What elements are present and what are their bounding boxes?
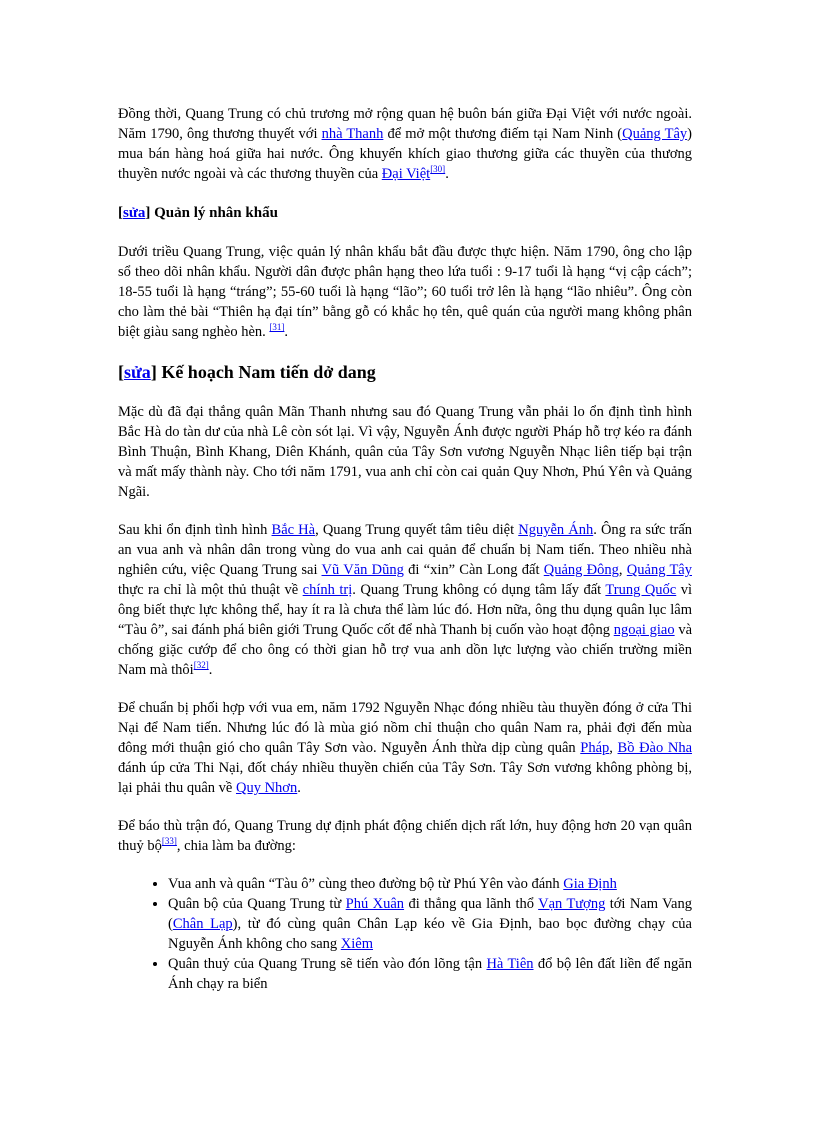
link-chinh-tri[interactable]: chính trị — [302, 582, 353, 598]
link-dai-viet[interactable]: Đại Việt — [381, 166, 431, 182]
paragraph-trade: Đồng thời, Quang Trung có chủ trương mở rộng quan hệ buôn bán giữa Đại Việt với nước ngoài. Năm 1790, ông thương thuyết với nhà Thanh để mở một thương điếm tại Nam Ninh (Quảng Tây) mua bán hàng hoá giữa hai nước. Ông khuyến khích giao thương giữa các thuyền của thương thuyền nước ngoài và các thương thuyền của Đại Việt[30]. — [118, 106, 692, 182]
paragraph-revenge: Để báo thù trận đó, Quang Trung dự định phát động chiến dịch rất lớn, huy động hơn 20 vạn quân thuỷ bộ[33], chia làm ba đường: — [118, 818, 692, 854]
link-quang-tay-2[interactable]: Quảng Tây — [626, 562, 692, 578]
edit-link-census[interactable]: sửa — [123, 205, 146, 221]
ref-33[interactable]: [33] — [161, 836, 177, 847]
link-trung-quoc[interactable]: Trung Quốc — [605, 582, 677, 598]
paragraph-plan: Sau khi ổn định tình hình Bắc Hà, Quang Trung quyết tâm tiêu diệt Nguyễn Ánh. Ông ra sức trấn an vua anh và nhân dân trong vùng do vua anh cai quản để chuẩn bị Nam tiến. Theo nhiều nhà nghiên cứu, việc Quang Trung sai Vũ Văn Dũng đi “xin” Càn Long đất Quảng Đông, Quảng Tây thực ra chỉ là một thủ thuật về chính trị. Quang Trung không có dụng tâm lấy đất Trung Quốc vì ông biết thực lực không thể, hay ít ra là chưa thể làm lúc đó. Hơn nữa, ông thu dụng quân lục lâm “Tàu ô”, sai đánh phá biên giới Trung Quốc cốt để nhà Thanh bị cuốn vào hoạt động ngoại giao và chống giặc cướp để cho ông có thời gian hỗ trợ vua anh dồn lực lượng vào chiến trường miền Nam mà thôi[32]. — [118, 522, 693, 678]
ref-30[interactable]: [30] — [430, 164, 446, 175]
paragraph-thi-nai: Để chuẩn bị phối hợp với vua em, năm 1792 Nguyễn Nhạc đóng nhiều tàu thuyền đóng ở cửa Thi Nại để Nam tiến. Nhưng lúc đó là mùa gió nồm chỉ thuận cho quân Nam ra, phải đợi đến mùa đông mới thuận gió cho quân Tây Sơn vào. Nguyễn Ánh thừa dịp cùng quân Pháp, Bồ Đào Nha đánh úp cửa Thi Nại, đốt cháy nhiều thuyền chiến của Tây Sơn. Tây Sơn vương không phòng bị, lại phải thu quân về Quy Nhơn. — [118, 700, 693, 796]
campaign-routes-list — [118, 874, 692, 994]
ref-31[interactable]: [31] — [269, 322, 285, 333]
link-xiem[interactable]: Xiêm — [340, 936, 373, 952]
link-nha-thanh[interactable]: nhà Thanh — [321, 126, 384, 142]
list-item: • Quân thuỷ của Quang Trung sẽ tiến vào đón lõng tận Hà Tiên đổ bộ lên đất liền để ngăn Ánh chạy ra biển — [168, 954, 692, 994]
link-gia-dinh[interactable]: Gia Định — [563, 876, 617, 892]
list-item: • Quân bộ của Quang Trung từ Phú Xuân đi thẳng qua lãnh thổ Vạn Tượng tới Nam Vang (Chân Lạp), từ đó cùng quân Chân Lạp kéo về Gia Định, bao bọc đường chạy của Nguyễn Ánh không cho sang Xiêm — [168, 894, 692, 954]
heading-census: [sửa] Quản lý nhân khẩu — [118, 205, 278, 221]
link-phap[interactable]: Pháp — [580, 740, 610, 756]
ref-32[interactable]: [32] — [193, 660, 209, 671]
link-phu-xuan[interactable]: Phú Xuân — [345, 896, 405, 912]
link-van-tuong[interactable]: Vạn Tượng — [538, 896, 606, 912]
link-chan-lap[interactable]: Chân Lạp — [172, 916, 233, 932]
list-item: • Vua anh và quân “Tàu ô” cùng theo đường bộ từ Phú Yên vào đánh Gia Định — [168, 874, 692, 894]
paragraph-census: Dưới triều Quang Trung, việc quản lý nhân khẩu bắt đầu được thực hiện. Năm 1790, ông cho lập sổ theo dõi nhân khẩu. Người dân được phân hạng theo lứa tuổi : 9-17 tuổi là hạng “vị cập cách”; 18-55 tuổi là hạng “tráng”; 55-60 tuổi là hạng “lão”; 60 tuổi trở lên là hạng “lão nhiêu”. Ông còn cho làm thẻ bài “Thiên hạ đại tín” bằng gỗ có khắc họ tên, quê quán của người mang không phân biệt giàu sang nghèo hèn. [31]. — [118, 244, 692, 340]
link-quang-dong[interactable]: Quảng Đông — [543, 562, 619, 578]
link-nguyen-anh[interactable]: Nguyễn Ánh — [518, 522, 594, 538]
link-quang-tay[interactable]: Quảng Tây — [622, 126, 688, 142]
link-bo-dao-nha[interactable]: Bồ Đào Nha — [617, 740, 693, 756]
link-ngoai-giao[interactable]: ngoại giao — [613, 622, 675, 638]
link-vu-van-dung[interactable]: Vũ Văn Dũng — [321, 562, 404, 578]
paragraph-situation: Mặc dù đã đại thắng quân Mãn Thanh nhưng sau đó Quang Trung vẫn phải lo ổn định tình hình Bắc Hà do tàn dư của nhà Lê còn sót lại. Vì vậy, Nguyễn Ánh được người Pháp hỗ trợ kéo ra đánh Bình Thuận, Bình Khang, Diên Khánh, quân của Tây Sơn vương Nguyễn Nhạc liên tiếp bại trận và mất mấy thành này. Cho tới năm 1791, vua anh chỉ còn cai quản Quy Nhơn, Phú Yên và Quảng Ngãi. — [118, 404, 692, 500]
link-bac-ha[interactable]: Bắc Hà — [271, 522, 316, 538]
document-page — [118, 104, 692, 994]
link-ha-tien[interactable]: Hà Tiên — [486, 956, 534, 972]
link-quy-nhon[interactable]: Quy Nhơn — [235, 780, 298, 796]
heading-south-campaign: [sửa] Kế hoạch Nam tiến dở dang — [118, 362, 376, 382]
edit-link-south[interactable]: sửa — [124, 362, 151, 382]
